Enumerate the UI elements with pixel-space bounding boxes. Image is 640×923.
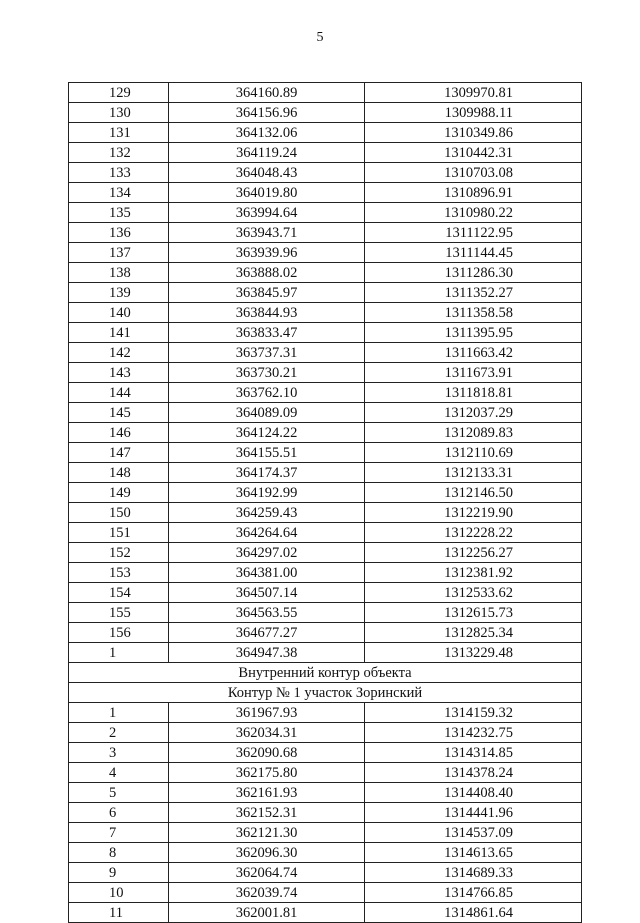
x-coordinate-cell: 364119.24 [169, 143, 365, 163]
x-coordinate-cell: 364132.06 [169, 123, 365, 143]
y-coordinate-cell: 1309988.11 [365, 103, 582, 123]
table-row [69, 503, 582, 523]
y-coordinate-cell: 1309970.81 [365, 83, 582, 103]
table-row [69, 383, 582, 403]
table-row [69, 283, 582, 303]
x-coordinate-cell: 364563.55 [169, 603, 365, 623]
point-number-cell: 149 [69, 483, 169, 503]
point-number-cell: 142 [69, 343, 169, 363]
table-row [69, 203, 582, 223]
table-row [69, 723, 582, 743]
outer-contour-rows [69, 83, 582, 663]
table-row [69, 803, 582, 823]
x-coordinate-cell: 362152.31 [169, 803, 365, 823]
x-coordinate-cell: 361967.93 [169, 703, 365, 723]
y-coordinate-cell: 1311122.95 [365, 223, 582, 243]
x-coordinate-cell: 364297.02 [169, 543, 365, 563]
y-coordinate-cell: 1314378.24 [365, 763, 582, 783]
y-coordinate-cell: 1314613.65 [365, 843, 582, 863]
x-coordinate-cell: 364259.43 [169, 503, 365, 523]
point-number-cell: 139 [69, 283, 169, 303]
y-coordinate-cell: 1312228.22 [365, 523, 582, 543]
table-row [69, 103, 582, 123]
page-number: 5 [316, 30, 324, 45]
y-coordinate-cell: 1312089.83 [365, 423, 582, 443]
y-coordinate-cell: 1314232.75 [365, 723, 582, 743]
y-coordinate-cell: 1310442.31 [365, 143, 582, 163]
x-coordinate-cell: 363888.02 [169, 263, 365, 283]
table-row [69, 623, 582, 643]
y-coordinate-cell: 1311818.81 [365, 383, 582, 403]
x-coordinate-cell: 364048.43 [169, 163, 365, 183]
table-row [69, 883, 582, 903]
x-coordinate-cell: 363737.31 [169, 343, 365, 363]
point-number-cell: 4 [69, 763, 169, 783]
x-coordinate-cell: 364264.64 [169, 523, 365, 543]
y-coordinate-cell: 1314766.85 [365, 883, 582, 903]
point-number-cell: 1 [69, 703, 169, 723]
table-row [69, 823, 582, 843]
x-coordinate-cell: 362090.68 [169, 743, 365, 763]
table-row [69, 183, 582, 203]
table-row [69, 243, 582, 263]
coordinates-table [68, 82, 582, 923]
y-coordinate-cell: 1313229.48 [365, 643, 582, 663]
point-number-cell: 154 [69, 583, 169, 603]
y-coordinate-cell: 1312146.50 [365, 483, 582, 503]
section-title-row [69, 663, 582, 683]
y-coordinate-cell: 1310703.08 [365, 163, 582, 183]
y-coordinate-cell: 1311673.91 [365, 363, 582, 383]
x-coordinate-cell: 363845.97 [169, 283, 365, 303]
point-number-cell: 152 [69, 543, 169, 563]
table-row [69, 583, 582, 603]
point-number-cell: 11 [69, 903, 169, 923]
table-row [69, 483, 582, 503]
table-row [69, 123, 582, 143]
table-row [69, 863, 582, 883]
y-coordinate-cell: 1312533.62 [365, 583, 582, 603]
table-row [69, 363, 582, 383]
table-row [69, 323, 582, 343]
y-coordinate-cell: 1310980.22 [365, 203, 582, 223]
point-number-cell: 132 [69, 143, 169, 163]
table-row [69, 423, 582, 443]
table-row [69, 83, 582, 103]
x-coordinate-cell: 364507.14 [169, 583, 365, 603]
x-coordinate-cell: 363730.21 [169, 363, 365, 383]
y-coordinate-cell: 1314314.85 [365, 743, 582, 763]
table-row [69, 703, 582, 723]
point-number-cell: 148 [69, 463, 169, 483]
subsection-title: Контур № 1 участок Зоринский [69, 683, 582, 703]
point-number-cell: 146 [69, 423, 169, 443]
point-number-cell: 135 [69, 203, 169, 223]
table-row [69, 743, 582, 763]
x-coordinate-cell: 364156.96 [169, 103, 365, 123]
table-row [69, 543, 582, 563]
y-coordinate-cell: 1311358.58 [365, 303, 582, 323]
point-number-cell: 140 [69, 303, 169, 323]
y-coordinate-cell: 1310896.91 [365, 183, 582, 203]
point-number-cell: 141 [69, 323, 169, 343]
y-coordinate-cell: 1314537.09 [365, 823, 582, 843]
x-coordinate-cell: 364947.38 [169, 643, 365, 663]
point-number-cell: 145 [69, 403, 169, 423]
y-coordinate-cell: 1312381.92 [365, 563, 582, 583]
coordinates-table-container [68, 82, 582, 923]
table-row [69, 643, 582, 663]
x-coordinate-cell: 362064.74 [169, 863, 365, 883]
table-row [69, 463, 582, 483]
table-row [69, 603, 582, 623]
x-coordinate-cell: 363844.93 [169, 303, 365, 323]
x-coordinate-cell: 364677.27 [169, 623, 365, 643]
y-coordinate-cell: 1311395.95 [365, 323, 582, 343]
table-row [69, 263, 582, 283]
y-coordinate-cell: 1312825.34 [365, 623, 582, 643]
table-row [69, 303, 582, 323]
point-number-cell: 150 [69, 503, 169, 523]
point-number-cell: 131 [69, 123, 169, 143]
point-number-cell: 155 [69, 603, 169, 623]
y-coordinate-cell: 1314408.40 [365, 783, 582, 803]
table-row [69, 343, 582, 363]
table-row [69, 223, 582, 243]
x-coordinate-cell: 362096.30 [169, 843, 365, 863]
x-coordinate-cell: 363833.47 [169, 323, 365, 343]
y-coordinate-cell: 1314689.33 [365, 863, 582, 883]
point-number-cell: 147 [69, 443, 169, 463]
x-coordinate-cell: 364124.22 [169, 423, 365, 443]
y-coordinate-cell: 1311144.45 [365, 243, 582, 263]
point-number-cell: 156 [69, 623, 169, 643]
point-number-cell: 129 [69, 83, 169, 103]
subsection-title-row [69, 683, 582, 703]
point-number-cell: 151 [69, 523, 169, 543]
x-coordinate-cell: 362034.31 [169, 723, 365, 743]
x-coordinate-cell: 363943.71 [169, 223, 365, 243]
y-coordinate-cell: 1312133.31 [365, 463, 582, 483]
y-coordinate-cell: 1311352.27 [365, 283, 582, 303]
table-row [69, 783, 582, 803]
inner-contour-rows [69, 703, 582, 923]
point-number-cell: 1 [69, 643, 169, 663]
section-headers [69, 663, 582, 703]
table-row [69, 763, 582, 783]
point-number-cell: 137 [69, 243, 169, 263]
y-coordinate-cell: 1311286.30 [365, 263, 582, 283]
y-coordinate-cell: 1310349.86 [365, 123, 582, 143]
point-number-cell: 10 [69, 883, 169, 903]
x-coordinate-cell: 362121.30 [169, 823, 365, 843]
y-coordinate-cell: 1314861.64 [365, 903, 582, 923]
table-row [69, 843, 582, 863]
x-coordinate-cell: 364089.09 [169, 403, 365, 423]
point-number-cell: 6 [69, 803, 169, 823]
x-coordinate-cell: 364160.89 [169, 83, 365, 103]
x-coordinate-cell: 362001.81 [169, 903, 365, 923]
table-row [69, 443, 582, 463]
point-number-cell: 5 [69, 783, 169, 803]
x-coordinate-cell: 364192.99 [169, 483, 365, 503]
table-row [69, 523, 582, 543]
point-number-cell: 134 [69, 183, 169, 203]
y-coordinate-cell: 1314159.32 [365, 703, 582, 723]
y-coordinate-cell: 1312037.29 [365, 403, 582, 423]
x-coordinate-cell: 364155.51 [169, 443, 365, 463]
point-number-cell: 8 [69, 843, 169, 863]
x-coordinate-cell: 364019.80 [169, 183, 365, 203]
point-number-cell: 7 [69, 823, 169, 843]
table-row [69, 403, 582, 423]
point-number-cell: 143 [69, 363, 169, 383]
table-row [69, 563, 582, 583]
point-number-cell: 2 [69, 723, 169, 743]
y-coordinate-cell: 1312219.90 [365, 503, 582, 523]
point-number-cell: 133 [69, 163, 169, 183]
x-coordinate-cell: 364381.00 [169, 563, 365, 583]
table-row [69, 903, 582, 923]
point-number-cell: 130 [69, 103, 169, 123]
x-coordinate-cell: 362161.93 [169, 783, 365, 803]
x-coordinate-cell: 364174.37 [169, 463, 365, 483]
point-number-cell: 138 [69, 263, 169, 283]
x-coordinate-cell: 363994.64 [169, 203, 365, 223]
y-coordinate-cell: 1312110.69 [365, 443, 582, 463]
point-number-cell: 136 [69, 223, 169, 243]
x-coordinate-cell: 363762.10 [169, 383, 365, 403]
point-number-cell: 9 [69, 863, 169, 883]
table-row [69, 143, 582, 163]
point-number-cell: 153 [69, 563, 169, 583]
x-coordinate-cell: 362039.74 [169, 883, 365, 903]
point-number-cell: 144 [69, 383, 169, 403]
y-coordinate-cell: 1314441.96 [365, 803, 582, 823]
table-row [69, 163, 582, 183]
section-title: Внутренний контур объекта [69, 663, 582, 683]
x-coordinate-cell: 362175.80 [169, 763, 365, 783]
y-coordinate-cell: 1312256.27 [365, 543, 582, 563]
x-coordinate-cell: 363939.96 [169, 243, 365, 263]
point-number-cell: 3 [69, 743, 169, 763]
y-coordinate-cell: 1311663.42 [365, 343, 582, 363]
y-coordinate-cell: 1312615.73 [365, 603, 582, 623]
